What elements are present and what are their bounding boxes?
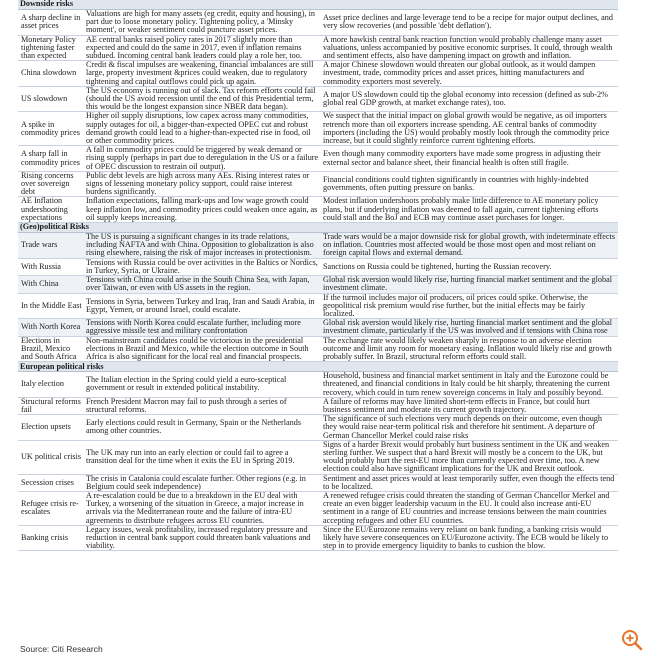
risk-label: China slowdown — [18, 61, 84, 87]
risk-label: Monetary Policy tightening faster than expected — [18, 35, 84, 61]
risk-row — [18, 440, 618, 474]
risk-impact: A failure of reforms may have limited short-term effects in France, but could hurt business sentiment and moderate its current growth trajectory. — [321, 397, 618, 414]
risk-row — [18, 372, 618, 398]
risk-impact: Global risk aversion would likely rise, hurting financial market sentiment and the global investment climate. — [321, 276, 618, 293]
risk-row — [18, 35, 618, 61]
risk-label: AE Inflation undershooting expectations — [18, 197, 84, 223]
risk-impact: A renewed refugee crisis could threaten the standing of German Chancellor Merkel and create an even bigger leadership vacuum in the EU. It could also increase anti-EU sentiment in a range of EU countries and increase tensions between the main countries accepting refugees and other EU countries. — [321, 491, 618, 525]
risk-description: Non-mainstream candidates could be victorious in the presidential elections in Brazil and Mexico, while the election outcome in South Africa is also significant for the local real and financial prospects. — [84, 336, 321, 362]
risk-label: A spike in commodity prices — [18, 112, 84, 146]
risk-row — [18, 525, 618, 551]
section-header — [18, 362, 618, 372]
risk-description: Early elections could result in Germany, Spain or the Netherlands among other countries. — [84, 415, 321, 441]
risk-description: Public debt levels are high across many AEs. Rising interest rates or signs of lessening monetary policy support, could raise interest burdens significantly. — [84, 171, 321, 197]
risk-row — [18, 397, 618, 414]
risk-description: AE central banks raised policy rates in 2017 slightly more than expected and could do the same in 2017, even if inflation remains subdued. Incoming central bank leaders could play a role her, too. — [84, 35, 321, 61]
risk-table — [18, 0, 618, 551]
risk-description: Tensions with Russia could be over activities in the Baltics or Nordics, in Turkey, Syria, or Ukraine. — [84, 258, 321, 275]
risk-description: The Italian election in the Spring could yield a euro-sceptical government or result in extended political instability. — [84, 372, 321, 398]
risk-description: Tensions in Syria, between Turkey and Iraq, Iran and Saudi Arabia, in Egypt, Yemen, or around Israel, could escalate. — [84, 293, 321, 319]
risk-label: Banking crisis — [18, 525, 84, 551]
risk-label: A sharp fall in commodity prices — [18, 146, 84, 172]
section-title: European political risks — [18, 362, 618, 372]
section-title: (Geo)political Risks — [18, 223, 618, 233]
risk-row — [18, 258, 618, 275]
risk-label: Secession crises — [18, 474, 84, 491]
risk-row — [18, 276, 618, 293]
section-header — [18, 0, 618, 10]
risk-description: The US is pursuing a significant changes in its trade relations, including NAFTA and with China. Opposition to globalization is also rising elsewhere, raising the risk of major increases in protectionism. — [84, 233, 321, 259]
risk-description: The UK may run into an early election or could fail to agree a transition deal for the time when it exits the EU in Spring 2019. — [84, 440, 321, 474]
risk-row — [18, 171, 618, 197]
risk-impact: The significance of such elections very much depends on their outcome, even though they would raise near-term political risk and therefore hit sentiment. A departure of German Chancellor Merkel could raise risks — [321, 415, 618, 441]
risk-impact: If the turmoil includes major oil producers, oil prices could spike. Otherwise, the geopolitical risk premium would rise further, but the initial effects may be fairly localized. — [321, 293, 618, 319]
risk-label: Italy election — [18, 372, 84, 398]
risk-row — [18, 491, 618, 525]
risk-row — [18, 61, 618, 87]
risk-label: US slowdown — [18, 86, 84, 112]
risk-description: Legacy issues, weak profitability, increased regulatory pressure and reduction in central bank support could threaten bank valuations and viability. — [84, 525, 321, 551]
risk-description: Higher oil supply disruptions, low capex across many commodities, supply outages for oil, a bigger-than-expected OPEC cut and robust demand growth could lead to a higher-than-expected rise in food, oil or other commodity prices. — [84, 112, 321, 146]
risk-impact: We suspect that the initial impact on global growth would be negative, as oil importers retrench more than oil exporters increase spending. AE central banks of commodity importers (including the US) would probably mostly look through the commodity price increase, but it could slightly reinforce current tightening efforts. — [321, 112, 618, 146]
zoom-in-icon[interactable] — [620, 628, 644, 652]
risk-description: Credit & fiscal impulses are weakening, financial imbalances are still large, property investment &prices could weaken, due to regulatory tightening and capital outflows could pick up again. — [84, 61, 321, 87]
risk-impact: Sanctions on Russia could be tightened, hurting the Russian recovery. — [321, 258, 618, 275]
risk-description: French President Macron may fail to push through a series of structural reforms. — [84, 397, 321, 414]
risk-description: Tensions with North Korea could escalate further, including more aggressive missile test and military confrontation — [84, 319, 321, 336]
risk-row — [18, 112, 618, 146]
risk-label: With China — [18, 276, 84, 293]
risk-label: Rising concerns over sovereign debt — [18, 171, 84, 197]
risk-row — [18, 415, 618, 441]
risk-label: In the Middle East — [18, 293, 84, 319]
risk-impact: A major Chinese slowdown would threaten our global outlook, as it would dampen investment, trade, commodity prices and asset prices, hitting manufacturers and commodity exporters most severely. — [321, 61, 618, 87]
risk-impact: Modest inflation undershoots probably make little difference to AE monetary policy plans, but if underlying inflation was deemed to fall again, current tightening efforts could stall and the BoJ and ECB may continue asset purchases for longer. — [321, 197, 618, 223]
risk-impact: The exchange rate would likely weaken sharply in response to an adverse election outcome and limit any room for monetary easing. Inflation would likely rise and growth probably suffer. In Brazil, structural reform efforts could stall. — [321, 336, 618, 362]
risk-impact: Global risk aversion would likely rise, hurting financial market sentiment and the global investment climate, particularly if the US was involved and if tensions with China rose — [321, 319, 618, 336]
risk-row — [18, 233, 618, 259]
source-note: Source: Citi Research — [20, 644, 103, 654]
section-header — [18, 223, 618, 233]
risk-impact: A more hawkish central bank reaction function would probably challenge many asset valuations, unless accompanied by positive economic surprises. It could, through wealth and sentiment effects, also have dampening impact on growth and inflation. — [321, 35, 618, 61]
risk-description: A re-escalation could be due to a breakdown in the EU deal with Turkey, a worsening of the situation in Greece, a major increase in arrivals via the Mediterranean route and the failure of intra-EU agreements to distribute refugees across EU countries. — [84, 491, 321, 525]
risk-impact: Even though many commodity exporters have made some progress in adjusting their external sector and balance sheet, their financial health is often still fragile. — [321, 146, 618, 172]
risk-description: The US economy is running out of slack. Tax reform efforts could fail (should the US avoid recession until the end of this Presidential term, this would be the longest expansion since NBER data began). — [84, 86, 321, 112]
risk-label: Refugee crisis re-escalates — [18, 491, 84, 525]
risk-row — [18, 319, 618, 336]
risk-label: Elections in Brazil, Mexico and South Africa — [18, 336, 84, 362]
risk-label: A sharp decline in asset prices — [18, 10, 84, 36]
risk-description: The crisis in Catalonia could escalate further. Other regions (e.g. in Belgium could seek independence) — [84, 474, 321, 491]
risk-label: Election upsets — [18, 415, 84, 441]
risk-row — [18, 197, 618, 223]
risk-impact: Household, business and financial market sentiment in Italy and the Eurozone could be threatened, and financial conditions in Italy could be hit sharply, threatening the current recovery, which could in turn renew sovereign concerns in Italy and possibly beyond. — [321, 372, 618, 398]
risk-impact: Asset price declines and large leverage tend to be a recipe for major output declines, and very slow recoveries (and possible 'debt deflation'). — [321, 10, 618, 36]
risk-row — [18, 474, 618, 491]
risk-table-body — [18, 0, 618, 551]
risk-label: Structural reforms fail — [18, 397, 84, 414]
risk-impact: Since the EU/Eurozone remains very reliant on bank funding, a banking crisis would likely have severe consequences on EU/Eurozone activity. The ECB would be likely to step in to provide emergency liquidity to banks to cushion the blow. — [321, 525, 618, 551]
risk-impact: Trade wars would be a major downside risk for global growth, with indeterminate effects on inflation. Countries most affected would be those most open and most reliant on foreign capital flows and external demand. — [321, 233, 618, 259]
section-title: Downside risks — [18, 0, 618, 10]
risk-impact: Sentiment and asset prices would at least temporarily suffer, even though the effects tend to be localized. — [321, 474, 618, 491]
risk-row — [18, 146, 618, 172]
risk-description: Tensions with China could arise in the South China Sea, with Japan, over Taiwan, or even with US assets in the region. — [84, 276, 321, 293]
risk-row — [18, 293, 618, 319]
risk-label: UK political crisis — [18, 440, 84, 474]
risk-description: A fall in commodity prices could be triggered by weak demand or rising supply (perhaps in part due to deregulation in the US or a failure of OPEC discussion to restrain oil output). — [84, 146, 321, 172]
risk-table-container — [18, 0, 618, 551]
risk-row — [18, 86, 618, 112]
risk-impact: Signs of a harder Brexit would probably hurt business sentiment in the UK and weaken sterling further. We suspect that a hard Brexit will mostly be a concern to the UK, but would probably hurt the rest-EU more than currently expected over time, too. A new election could also have significant implications for the UK and Brexit outlook. — [321, 440, 618, 474]
risk-description: Inflation expectations, falling mark-ups and low wage growth could keep inflation low, and commodity prices could weaken once again, as oil supply keeps increasing. — [84, 197, 321, 223]
risk-label: Trade wars — [18, 233, 84, 259]
risk-label: With Russia — [18, 258, 84, 275]
risk-description: Valuations are high for many assets (eg credit, equity and housing), in part due to loose monetary policy. Tightening policy, a 'Minsky moment', or weaker sentiment could puncture asset prices. — [84, 10, 321, 36]
risk-label: With North Korea — [18, 319, 84, 336]
risk-impact: A major US slowdown could tip the global economy into recession (defined as sub-2% global real GDP growth, at market exchange rates), too. — [321, 86, 618, 112]
risk-impact: Financial conditions could tighten significantly in countries with highly-indebted governments, often putting pressure on banks. — [321, 171, 618, 197]
risk-row — [18, 10, 618, 36]
risk-row — [18, 336, 618, 362]
